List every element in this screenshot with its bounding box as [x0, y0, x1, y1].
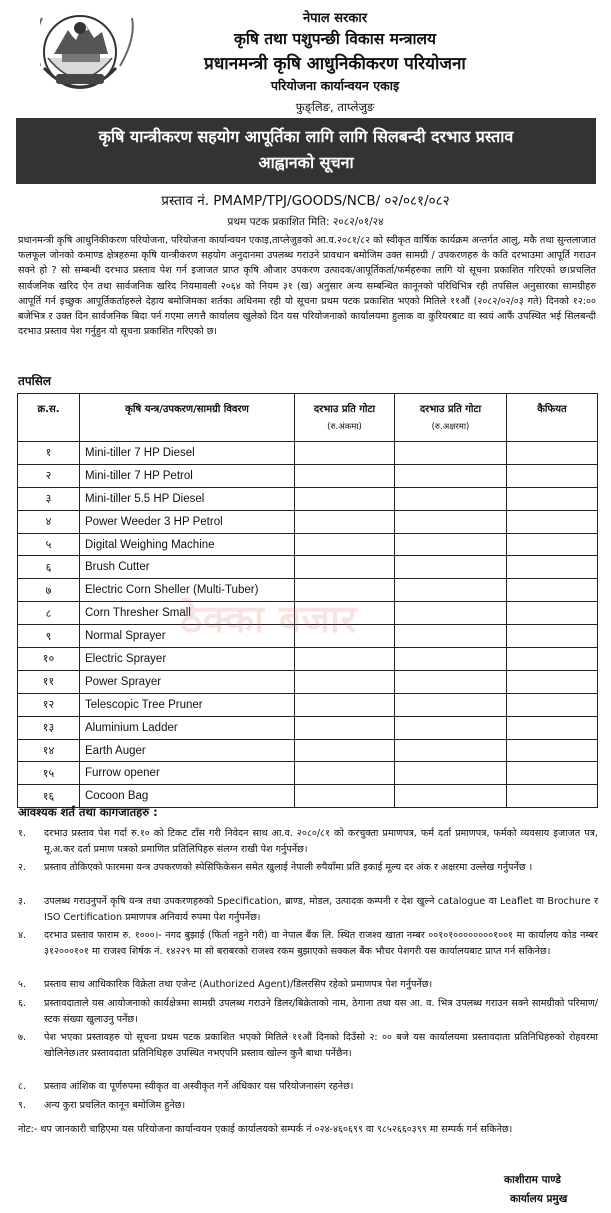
condition-item — [18, 1030, 598, 1062]
row-rate-words — [395, 579, 507, 602]
row-rate-words — [395, 556, 507, 579]
row-rate-words — [395, 510, 507, 533]
condition-text: पेश भएका प्रस्तावहरु यो सूचना प्रथम पटक प्रकाशित भएको मितिले ११औं दिनको दिउँसो २: ०० बजे यस कार्यालयमा प्रस्तावदाता प्रतिनिधिहरुको रोहवरमा खोलिनेछ।तर प्रस्तावदाता प्रतिनिधिहरु उपस्थित नभएपनि प्रस्ताव खोल्न कुनै बाधा पर्नेछैन। — [44, 1032, 598, 1059]
table-row — [18, 648, 598, 671]
row-item: Cocoon Bag — [80, 785, 295, 808]
watermark: ठेक्का बजार — [180, 597, 358, 641]
condition-item — [18, 928, 598, 960]
table-row — [18, 579, 598, 602]
condition-item — [18, 894, 598, 926]
row-item: Normal Sprayer — [80, 625, 295, 648]
table-row — [18, 670, 598, 693]
row-rate-numeric — [295, 602, 395, 625]
row-sn: ७ — [18, 579, 80, 602]
row-sn: १ — [18, 442, 80, 465]
intro-paragraph: प्रधानमन्त्री कृषि आधुनिकीकरण परियोजना, परियोजना कार्यान्वयन एकाइ,ताप्लेजुङको आ.व.२०८१/८२ को स्वीकृत वार्षिक कार्यक्रम अन्तर्गत आलु, मकै तथा सुन्तलाजात फलफूल जोनको कमाण्ड क्षेत्रहरुमा कृषि यान्त्रीकरण सहयोग अनुदानमा उपलब्ध गराउने प्रावधान बमोजिम उक्त सामग्री / उपकरणहरु के कति दरभाउमा आपूर्ति गराउन सक्ने हो ? सो सम्बन्धी दरभाउ प्रस्ताव पेश गर्न इजाजत प्राप्त कृषि औजार उपकरण उत्पादक/आपूर्तिकर्ता/फर्महरुका लागि यो सूचना प्रकाशित गरिएको छ।प्रचलित सार्वजनिक खरिद ऐन तथा सार्वजनिक खरिद नियमावली २०६४ को नियम ३१ (ख) अनुसार अन्य सम्बन्धित कानूनको परिधिभित्र रही तपसिल अनुसारका सामग्रीहरु आपूर्ति गर्न इच्छुक आपूर्तिकर्ताहरुले देहाय बमोजिमका शर्तका अधिनमा रही यो सूचना प्रथम पटक प्रकाशित भएको मितिले ११औं (२०८२/०२/०३ गते) दिनको १२:०० बजेभित्र र उक्त दिन सार्वजनिक बिदा पर्न गएमा लगत्तै कार्यालय खुलेको दिन यस परियोजनाको कार्यालयमा हुलाक वा कुरियरबाट वा स्वयं आफैं उपस्थित भई सिलबन्दी दरभाउ प्रस्ताव पेश गर्नुहुन यो सूचना प्रकाशित गरिएको छ। — [18, 235, 596, 338]
condition-number: ८. — [18, 1081, 27, 1092]
row-rate-words — [395, 442, 507, 465]
condition-text: अन्य कुरा प्रचलित कानून बमोजिम हुनेछ। — [44, 1100, 186, 1111]
condition-text: दरभाउ प्रस्ताव पेश गर्दा रु.१० को टिकट टाँस गरी निवेदन साथ आ.व. २०८०/८१ को करचुक्ता प्रमाणपत्र, फर्म दर्ता प्रमाणपत्र, फर्मको व्यवसाय इजाजत पत्र, मू.अ.कर दर्ता प्रमाण पत्रको प्रमाणित प्रतिलिपिहरु संलग्न राखी पेश गर्नुपर्नेछ। — [44, 828, 598, 855]
row-remarks — [507, 442, 598, 465]
header-rate-numeric: दरभाउ प्रति गोटा (रु.अंकमा) — [295, 394, 395, 442]
row-rate-numeric — [295, 487, 395, 510]
condition-text: प्रस्तावदाताले यस आयोजनाको कार्यक्षेत्रमा सामग्री उपलब्ध गराउने डिलर/बिक्रेताको नाम, ठेगाना तथा यस आ. व. भित्र उपलब्ध गराउन सक्ने सामग्रीको परिमाण/स्टक संख्या खुलाउनु पर्नेछ। — [44, 998, 598, 1025]
tapsil-heading: तपसिल — [18, 374, 52, 388]
condition-text: प्रस्ताव तोकिएको फारममा यन्त्र उपकरणको स्पेसिफिकेसन समेत खुलाई नेपाली रुपैयाँमा प्रति इकाई मूल्य दर अंक र अक्षरमा उल्लेख गर्नुपर्नेछ । — [44, 862, 533, 873]
condition-number: ३. — [18, 896, 27, 907]
row-remarks — [507, 785, 598, 808]
table-row — [18, 533, 598, 556]
row-item: Furrow opener — [80, 762, 295, 785]
table-row — [18, 487, 598, 510]
row-remarks — [507, 510, 598, 533]
table-row — [18, 716, 598, 739]
row-rate-words — [395, 487, 507, 510]
condition-number: ७. — [18, 1032, 27, 1043]
row-item: Power Weeder 3 HP Petrol — [80, 510, 295, 533]
row-sn: ८ — [18, 602, 80, 625]
row-sn: ४ — [18, 510, 80, 533]
row-remarks — [507, 464, 598, 487]
row-sn: ९ — [18, 625, 80, 648]
table-row — [18, 693, 598, 716]
row-rate-numeric — [295, 670, 395, 693]
row-item: Brush Cutter — [80, 556, 295, 579]
row-remarks — [507, 693, 598, 716]
table-row — [18, 464, 598, 487]
condition-text: उपलब्ध गराउनुपर्ने कृषि यन्त्र तथा उपकरणहरुको Specification, ब्राण्ड, मोडल, उत्पादक कम्पनी र देश खुल्ने catalogue वा Leaflet वा Brochure र ISO Certification प्रमाणपत्र अनिवार्य रुपमा पेश गर्नुपर्नेछ। — [44, 896, 598, 923]
row-item: Telescopic Tree Pruner — [80, 693, 295, 716]
row-rate-words — [395, 625, 507, 648]
row-item: Mini-tiller 7 HP Petrol — [80, 464, 295, 487]
row-rate-numeric — [295, 510, 395, 533]
row-sn: १२ — [18, 693, 80, 716]
row-rate-words — [395, 693, 507, 716]
condition-number: ४. — [18, 930, 27, 941]
table-row — [18, 442, 598, 465]
table-header-row — [18, 394, 598, 442]
table-row — [18, 510, 598, 533]
row-sn: ३ — [18, 487, 80, 510]
row-remarks — [507, 670, 598, 693]
condition-number: १. — [18, 828, 27, 839]
row-rate-numeric — [295, 739, 395, 762]
govt-name: नेपाल सरकार — [302, 11, 368, 26]
condition-item — [18, 1079, 598, 1095]
row-sn: ५ — [18, 533, 80, 556]
row-item: Earth Auger — [80, 739, 295, 762]
row-sn: १५ — [18, 762, 80, 785]
row-item: Electric Corn Sheller (Multi-Tuber) — [80, 579, 295, 602]
conditions-title: आवश्यक शर्त तथा कागजातहरु : — [18, 805, 158, 819]
row-rate-numeric — [295, 533, 395, 556]
row-remarks — [507, 602, 598, 625]
items-table — [17, 393, 598, 808]
row-rate-numeric — [295, 625, 395, 648]
row-rate-numeric — [295, 762, 395, 785]
row-rate-words — [395, 762, 507, 785]
condition-number: ६. — [18, 998, 27, 1009]
row-remarks — [507, 739, 598, 762]
row-remarks — [507, 625, 598, 648]
notice-title-line1: कृषि यान्त्रीकरण सहयोग आपूर्तिका लागि लागि सिलबन्दी दरभाउ प्रस्ताव — [98, 127, 514, 146]
row-rate-numeric — [295, 785, 395, 808]
row-item: Aluminium Ladder — [80, 716, 295, 739]
reference-number: प्रस्ताव नं. PMAMP/TPJ/GOODS/NCB/ ०२/०८१/०८२ — [161, 193, 450, 209]
header-item: कृषि यन्त्र/उपकरण/सामग्री विवरण — [80, 394, 295, 442]
condition-item — [18, 977, 598, 993]
row-rate-numeric — [295, 693, 395, 716]
condition-number: ९. — [18, 1100, 27, 1111]
row-item: Power Sprayer — [80, 670, 295, 693]
row-rate-numeric — [295, 464, 395, 487]
row-remarks — [507, 533, 598, 556]
row-rate-words — [395, 602, 507, 625]
header-remarks: कैफियत — [507, 394, 598, 442]
ministry-name: कृषि तथा पशुपन्छी विकास मन्त्रालय — [233, 30, 437, 48]
row-rate-numeric — [295, 442, 395, 465]
row-item: Corn Thresher Small — [80, 602, 295, 625]
notice-title-line2: आह्वानको सूचना — [258, 153, 354, 172]
row-item: Mini-tiller 5.5 HP Diesel — [80, 487, 295, 510]
office-location: फुङ्लिङ, ताप्लेजुङ — [295, 100, 375, 114]
row-rate-words — [395, 785, 507, 808]
row-rate-numeric — [295, 716, 395, 739]
row-sn: १३ — [18, 716, 80, 739]
row-remarks — [507, 648, 598, 671]
signatory-name: काशीराम पाण्डे — [504, 1174, 561, 1186]
row-rate-words — [395, 716, 507, 739]
signatory-title: कार्यालय प्रमुख — [510, 1193, 568, 1205]
row-item: Digital Weighing Machine — [80, 533, 295, 556]
table-row — [18, 762, 598, 785]
row-sn: २ — [18, 464, 80, 487]
row-remarks — [507, 556, 598, 579]
notice-title-banner — [16, 118, 596, 184]
condition-item — [18, 826, 598, 858]
condition-text: प्रस्ताव साथ आधिकारिक विक्रेता तथा एजेन्ट (Authorized Agent)/डिलरसिप रहेको प्रमाणपत्र पेश गर्नुपर्नेछ। — [44, 979, 433, 990]
condition-item — [18, 860, 598, 876]
table-row — [18, 556, 598, 579]
row-item: Electric Sprayer — [80, 648, 295, 671]
table-row — [18, 739, 598, 762]
row-item: Mini-tiller 7 HP Diesel — [80, 442, 295, 465]
condition-item — [18, 1098, 598, 1114]
row-sn: १० — [18, 648, 80, 671]
row-remarks — [507, 579, 598, 602]
row-rate-words — [395, 464, 507, 487]
row-rate-numeric — [295, 579, 395, 602]
table-row — [18, 602, 598, 625]
row-sn: ६ — [18, 556, 80, 579]
unit-name: परियोजना कार्यान्वयन एकाइ — [270, 78, 400, 93]
row-rate-words — [395, 533, 507, 556]
row-sn: ११ — [18, 670, 80, 693]
row-remarks — [507, 487, 598, 510]
row-sn: १६ — [18, 785, 80, 808]
row-rate-words — [395, 670, 507, 693]
row-remarks — [507, 716, 598, 739]
table-row — [18, 625, 598, 648]
row-rate-numeric — [295, 648, 395, 671]
row-rate-words — [395, 648, 507, 671]
condition-text: प्रस्ताव आंशिक वा पूर्णरुपमा स्वीकृत वा अस्वीकृत गर्ने अधिकार यस परियोजनासंग रहनेछ। — [44, 1081, 354, 1092]
row-remarks — [507, 762, 598, 785]
row-rate-numeric — [295, 556, 395, 579]
header-rate-words: दरभाउ प्रति गोटा (रु.अक्षरमा) — [395, 394, 507, 442]
header-sn: क्र.स. — [18, 394, 80, 442]
condition-number: २. — [18, 862, 27, 873]
condition-item — [18, 996, 598, 1028]
condition-number: ५. — [18, 979, 27, 990]
row-rate-words — [395, 739, 507, 762]
contact-note: नोट:- थप जानकारी चाहिएमा यस परियोजना कार्यान्वयन एकाई कार्यालयको सम्पर्क नं ०२४-४६०६९९ वा ९८५२६६०३९९ मा सम्पर्क गर्न सकिनेछ। — [18, 1124, 513, 1135]
publish-date: प्रथम पटक प्रकाशित मिति: २०८२/०१/२४ — [227, 216, 384, 228]
project-name: प्रधानमन्त्री कृषि आधुनिकीकरण परियोजना — [204, 54, 466, 74]
condition-text: दरभाउ प्रस्ताव फाराम रु. १०००।- नगद बुझाई (फिर्ता नहुने गरी) वा नेपाल बैंक लि. स्थित राजश्व खाता नम्बर ००१०१००००००००१००१ मा कार्यालय कोड नम्बर ३१२०००१०१ मा राजश्व शिर्षक नं. १४२२९ मा सो बराबरको राजश्व रकम बुझाएको सक्कल बैंक भौचर पेशगरी यस कार्यालयबाट प्राप्त गर्न सकिनेछ। — [44, 930, 598, 957]
row-sn: १४ — [18, 739, 80, 762]
